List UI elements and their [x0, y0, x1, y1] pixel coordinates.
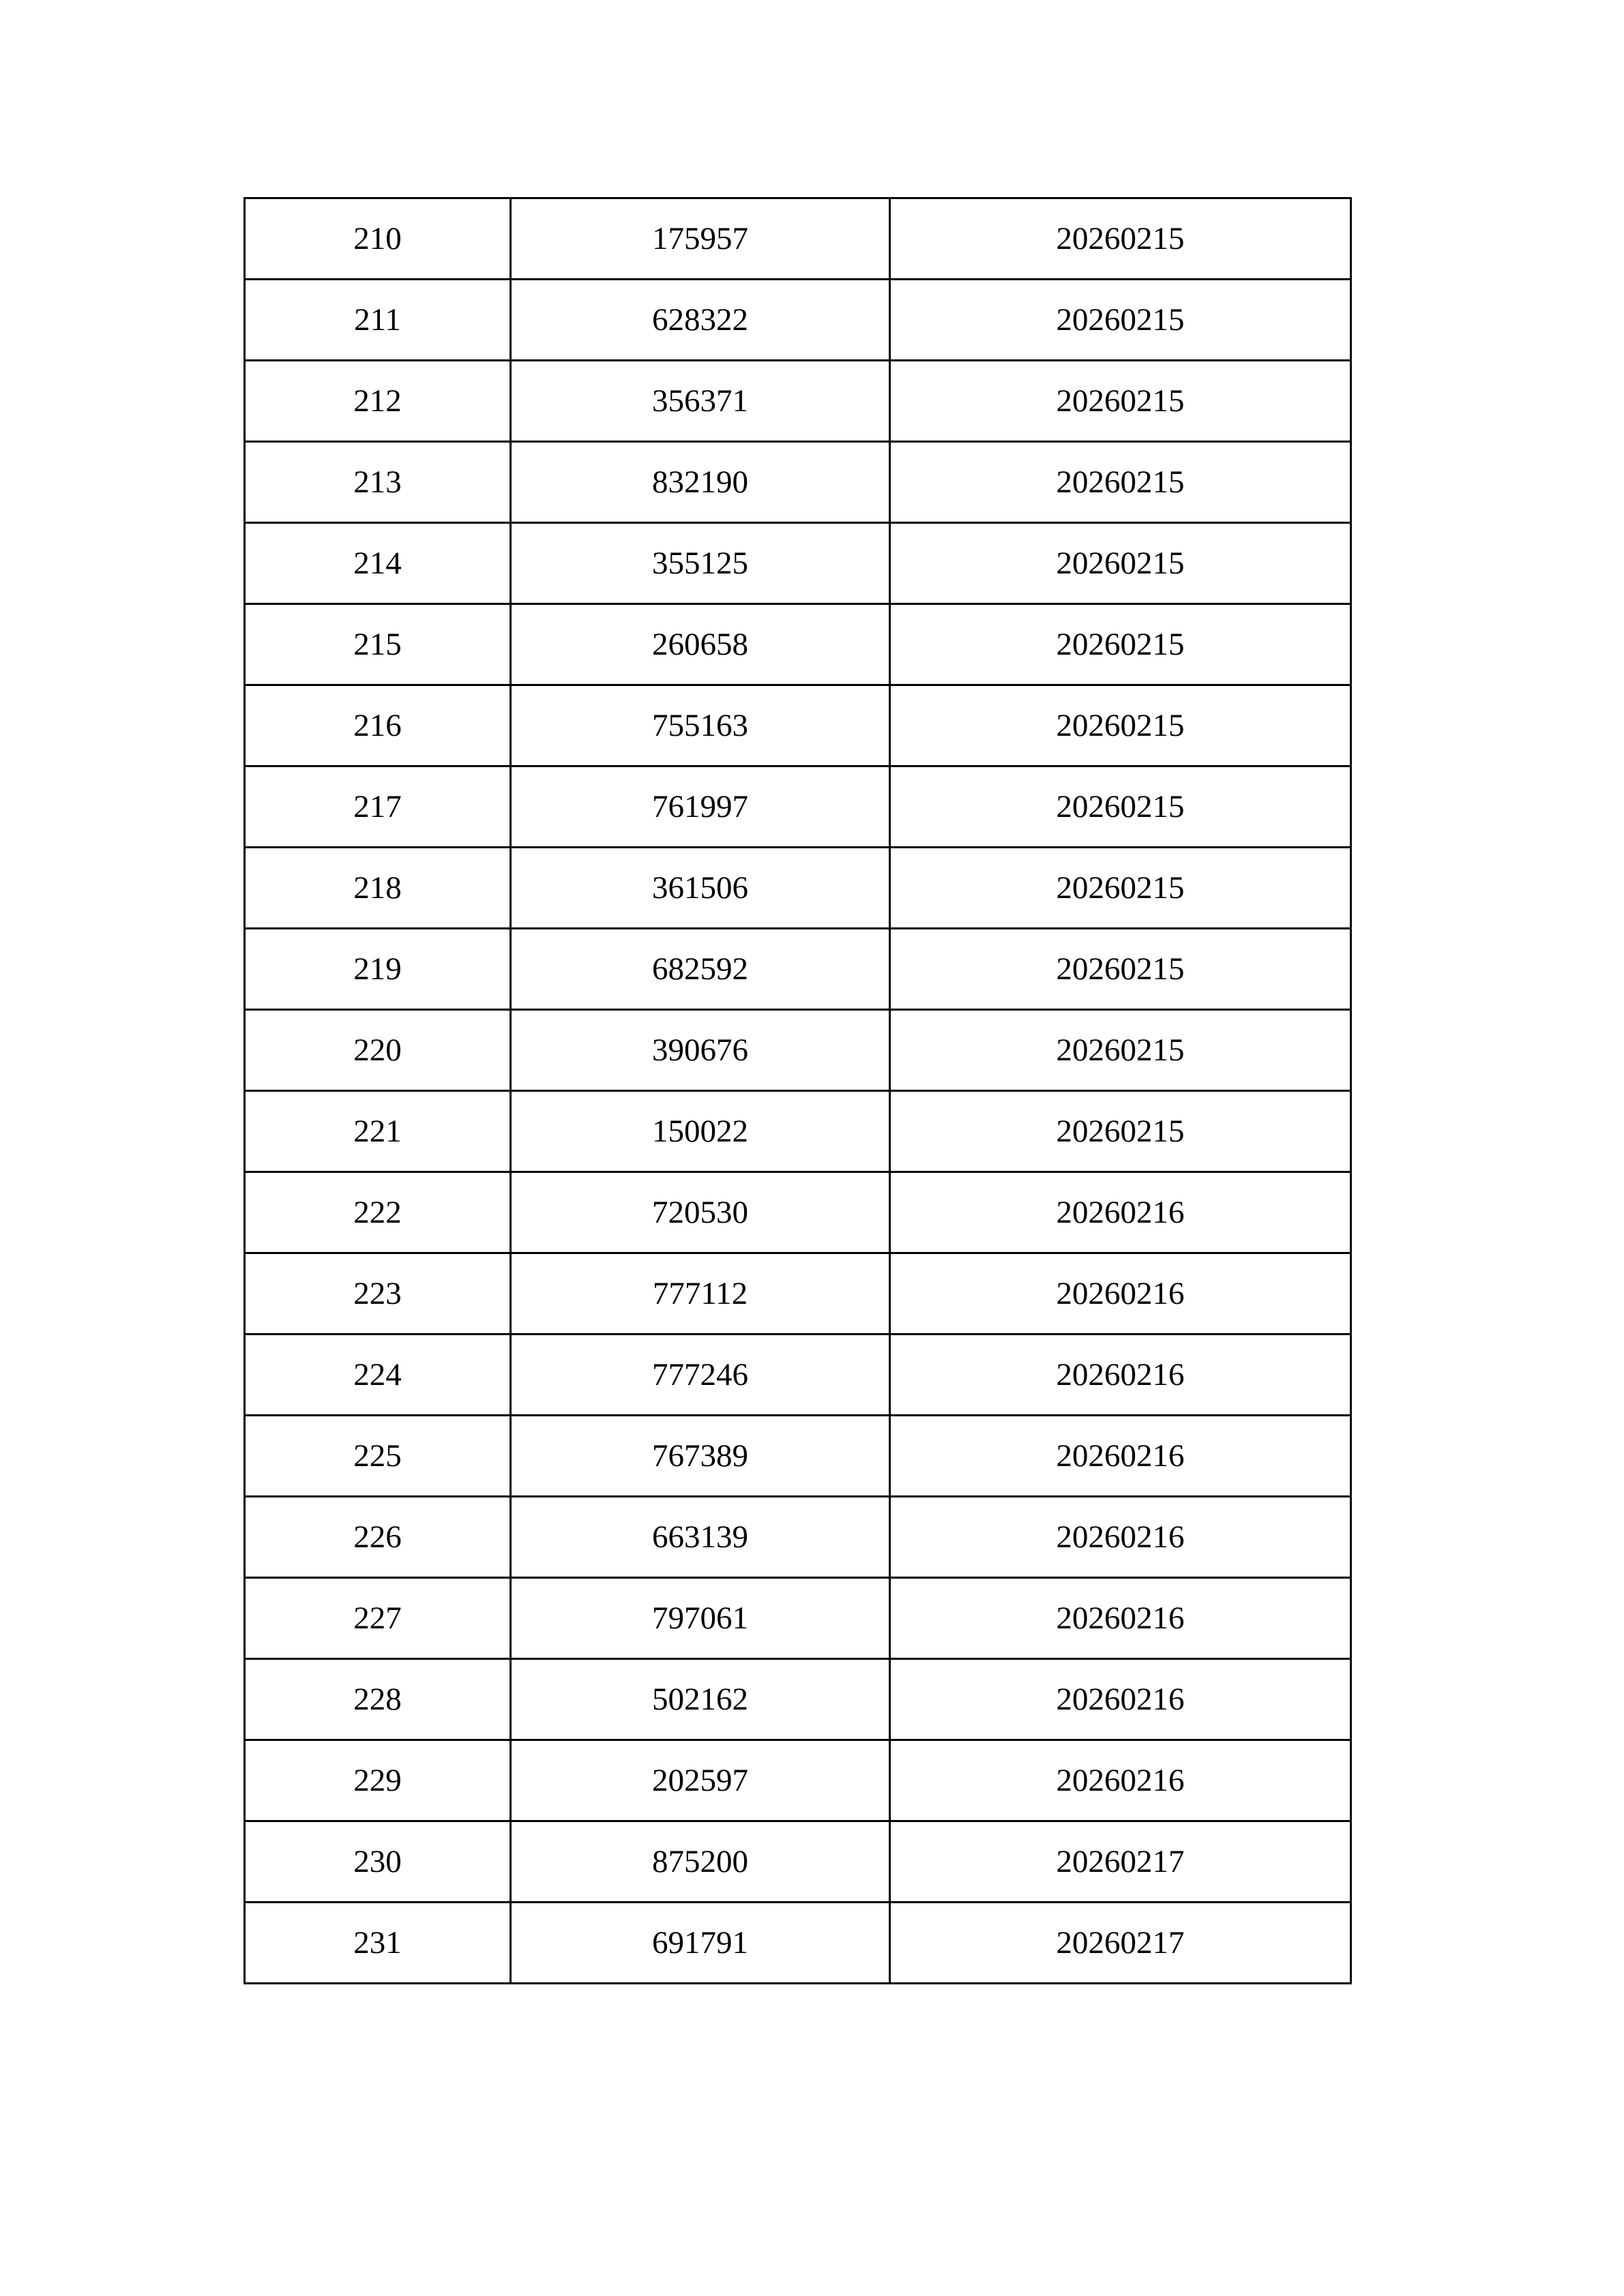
- cell-date: 20260215: [890, 361, 1351, 442]
- cell-index: 229: [245, 1740, 511, 1821]
- table-row: [245, 685, 1351, 766]
- cell-code: 832190: [511, 442, 890, 523]
- cell-index: 220: [245, 1010, 511, 1091]
- cell-date: 20260215: [890, 523, 1351, 604]
- table-row: [245, 361, 1351, 442]
- table-row: [245, 1253, 1351, 1335]
- table-row: [245, 1335, 1351, 1416]
- cell-code: 355125: [511, 523, 890, 604]
- cell-code: 691791: [511, 1903, 890, 1984]
- table-body: [245, 198, 1351, 1984]
- cell-date: 20260215: [890, 766, 1351, 848]
- cell-index: 221: [245, 1091, 511, 1172]
- cell-code: 175957: [511, 198, 890, 280]
- table-row: [245, 1659, 1351, 1740]
- cell-index: 216: [245, 685, 511, 766]
- data-table: [243, 197, 1352, 1984]
- cell-date: 20260216: [890, 1335, 1351, 1416]
- table-row: [245, 1497, 1351, 1578]
- cell-date: 20260215: [890, 929, 1351, 1010]
- cell-index: 215: [245, 604, 511, 685]
- cell-code: 390676: [511, 1010, 890, 1091]
- cell-code: 761997: [511, 766, 890, 848]
- table-row: [245, 766, 1351, 848]
- cell-date: 20260217: [890, 1821, 1351, 1903]
- cell-date: 20260216: [890, 1659, 1351, 1740]
- cell-code: 797061: [511, 1578, 890, 1659]
- cell-code: 720530: [511, 1172, 890, 1253]
- table-row: [245, 929, 1351, 1010]
- cell-index: 226: [245, 1497, 511, 1578]
- cell-code: 628322: [511, 280, 890, 361]
- table-row: [245, 1416, 1351, 1497]
- cell-index: 230: [245, 1821, 511, 1903]
- table-row: [245, 523, 1351, 604]
- cell-index: 223: [245, 1253, 511, 1335]
- table-row: [245, 198, 1351, 280]
- table-row: [245, 1010, 1351, 1091]
- table-row: [245, 1903, 1351, 1984]
- cell-date: 20260216: [890, 1253, 1351, 1335]
- table-row: [245, 1740, 1351, 1821]
- cell-code: 356371: [511, 361, 890, 442]
- cell-code: 502162: [511, 1659, 890, 1740]
- cell-date: 20260215: [890, 604, 1351, 685]
- cell-date: 20260216: [890, 1497, 1351, 1578]
- cell-index: 219: [245, 929, 511, 1010]
- table-row: [245, 1172, 1351, 1253]
- cell-date: 20260216: [890, 1172, 1351, 1253]
- cell-index: 212: [245, 361, 511, 442]
- cell-index: 228: [245, 1659, 511, 1740]
- table-row: [245, 848, 1351, 929]
- cell-code: 875200: [511, 1821, 890, 1903]
- cell-code: 682592: [511, 929, 890, 1010]
- cell-code: 777246: [511, 1335, 890, 1416]
- cell-index: 227: [245, 1578, 511, 1659]
- cell-index: 210: [245, 198, 511, 280]
- cell-date: 20260216: [890, 1740, 1351, 1821]
- cell-date: 20260215: [890, 198, 1351, 280]
- cell-date: 20260217: [890, 1903, 1351, 1984]
- cell-date: 20260215: [890, 1091, 1351, 1172]
- table-row: [245, 442, 1351, 523]
- table-row: [245, 1091, 1351, 1172]
- cell-date: 20260215: [890, 1010, 1351, 1091]
- cell-code: 202597: [511, 1740, 890, 1821]
- cell-index: 218: [245, 848, 511, 929]
- cell-index: 225: [245, 1416, 511, 1497]
- table-row: [245, 1578, 1351, 1659]
- cell-index: 224: [245, 1335, 511, 1416]
- cell-index: 222: [245, 1172, 511, 1253]
- cell-index: 211: [245, 280, 511, 361]
- cell-code: 767389: [511, 1416, 890, 1497]
- cell-code: 361506: [511, 848, 890, 929]
- cell-code: 260658: [511, 604, 890, 685]
- cell-index: 217: [245, 766, 511, 848]
- cell-date: 20260215: [890, 848, 1351, 929]
- cell-index: 213: [245, 442, 511, 523]
- cell-code: 755163: [511, 685, 890, 766]
- cell-date: 20260215: [890, 685, 1351, 766]
- cell-code: 663139: [511, 1497, 890, 1578]
- table-row: [245, 280, 1351, 361]
- table-row: [245, 1821, 1351, 1903]
- cell-code: 150022: [511, 1091, 890, 1172]
- cell-code: 777112: [511, 1253, 890, 1335]
- cell-date: 20260215: [890, 442, 1351, 523]
- cell-date: 20260215: [890, 280, 1351, 361]
- cell-date: 20260216: [890, 1416, 1351, 1497]
- cell-date: 20260216: [890, 1578, 1351, 1659]
- table-row: [245, 604, 1351, 685]
- cell-index: 231: [245, 1903, 511, 1984]
- cell-index: 214: [245, 523, 511, 604]
